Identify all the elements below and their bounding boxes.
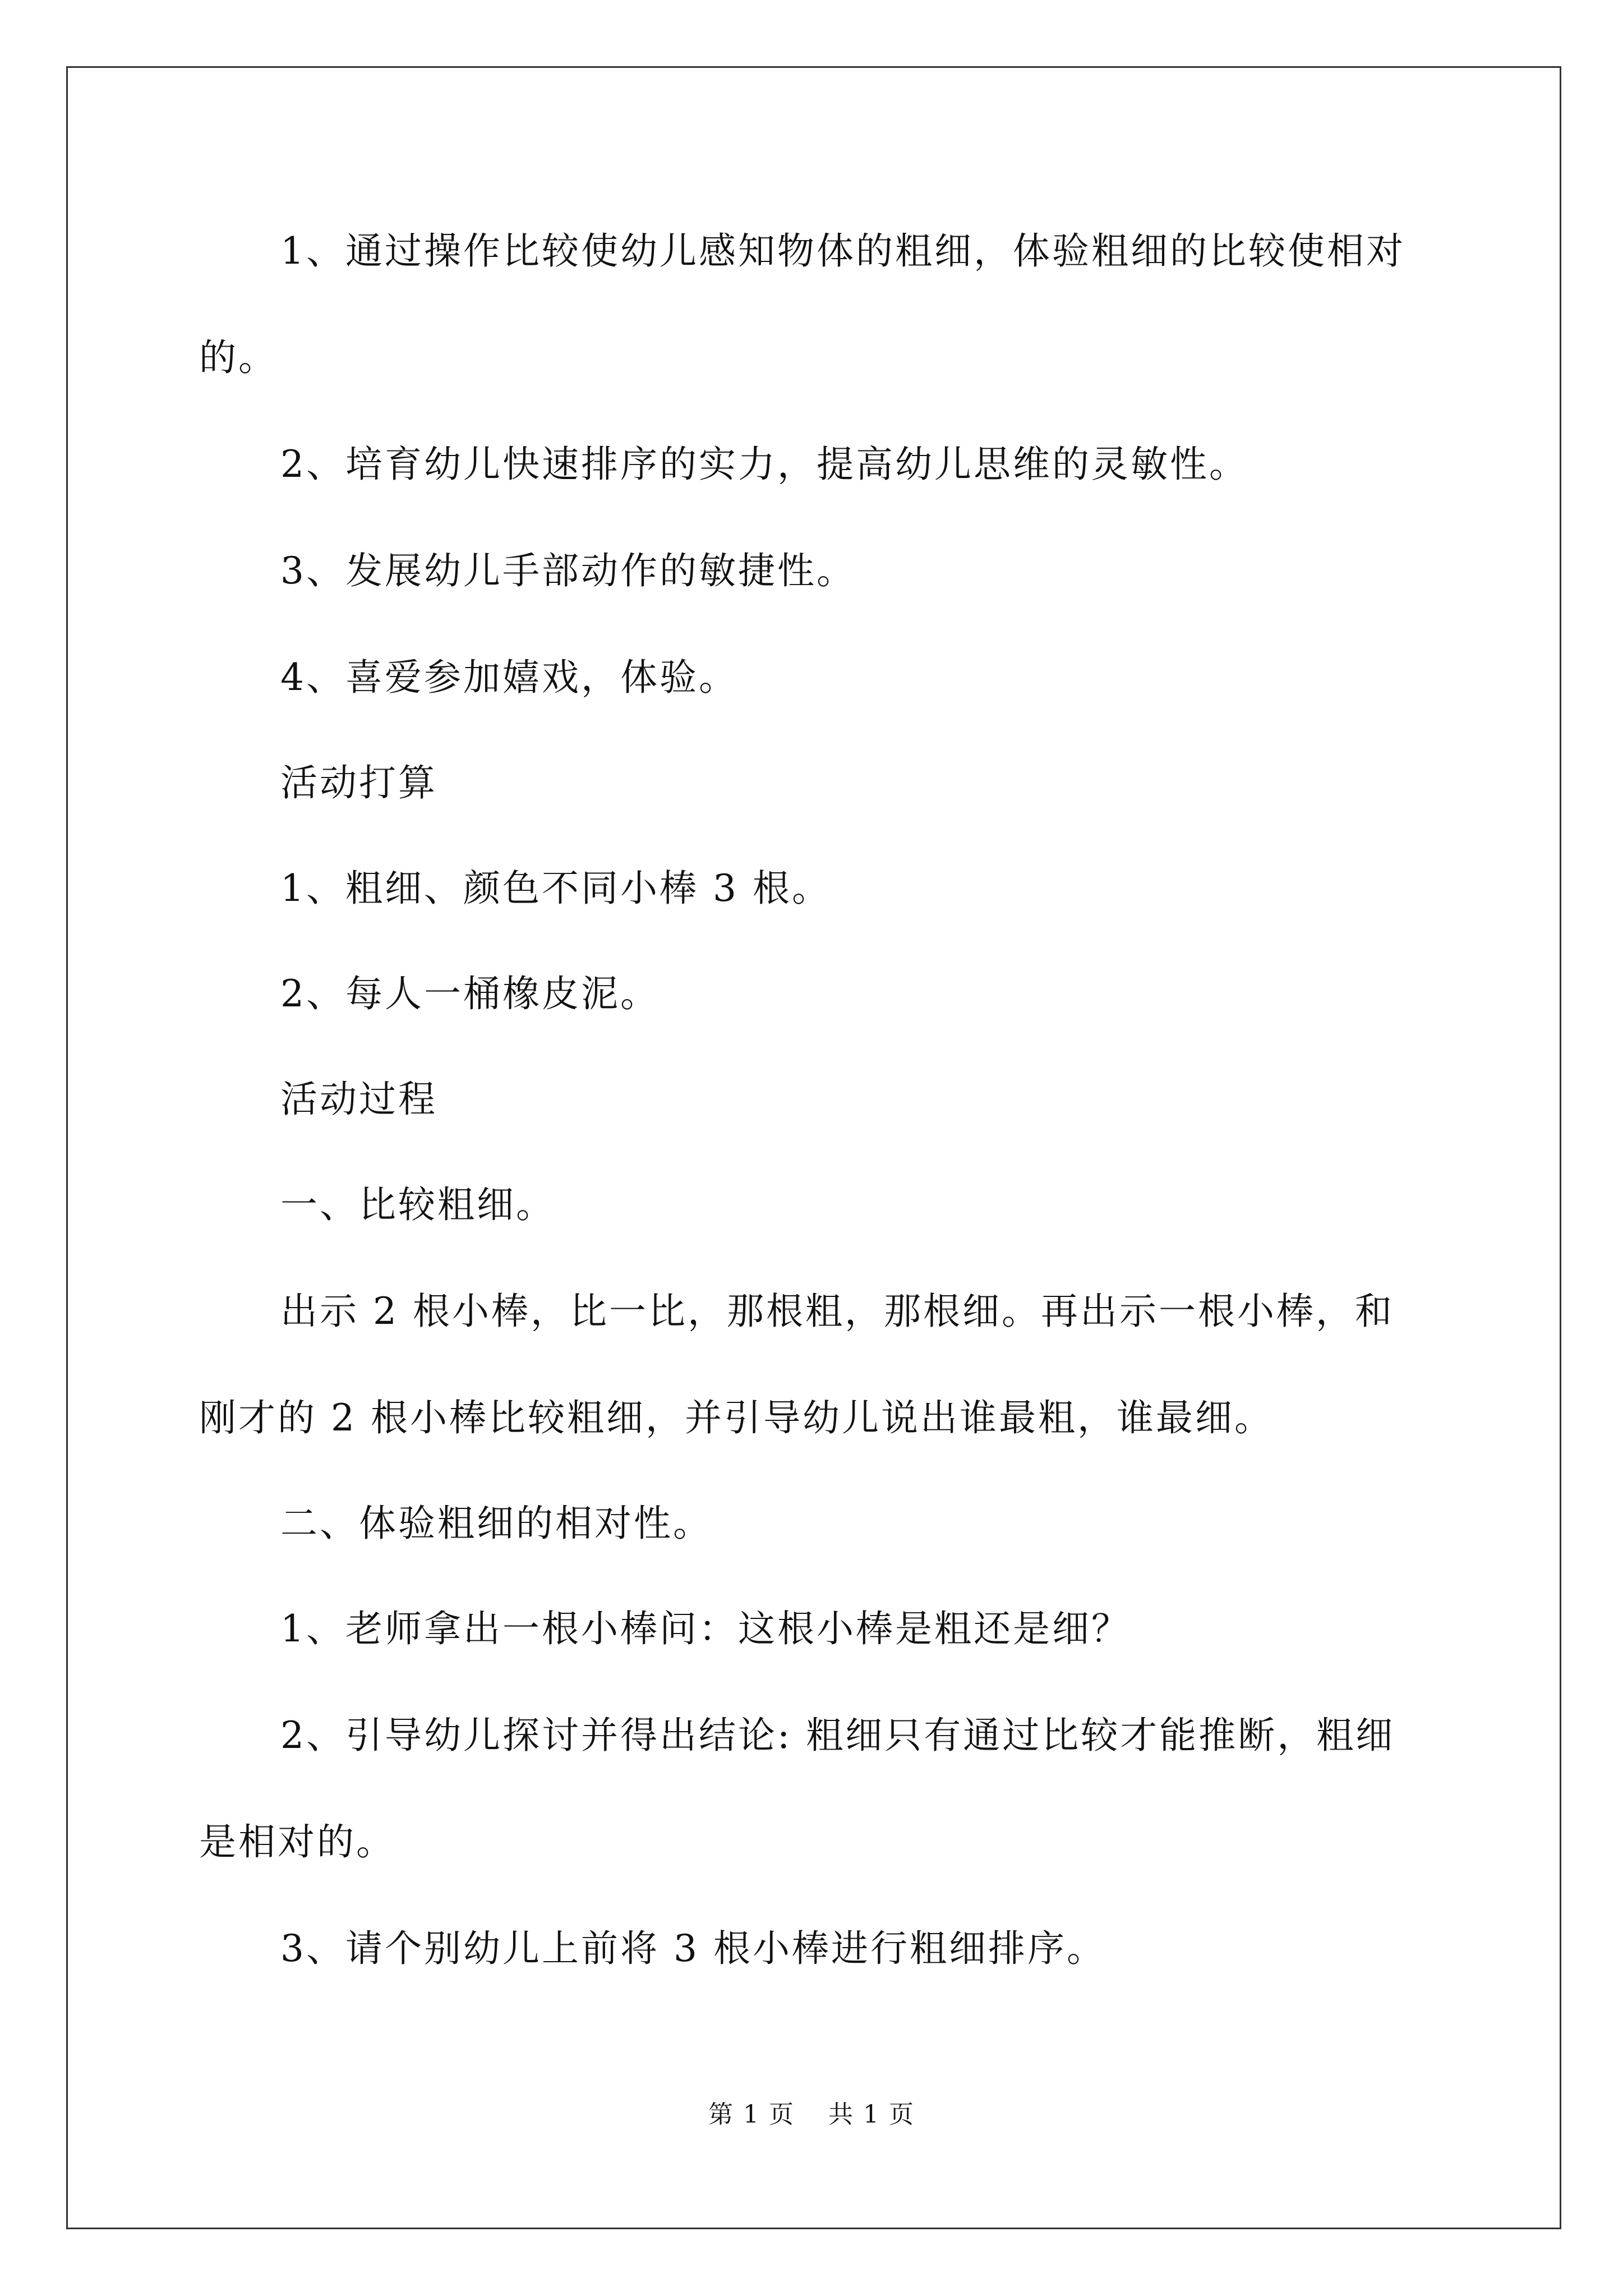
page-total: 共 1 页 (828, 2100, 915, 2129)
process-step-1-text-line-1: 出示 2 根小棒，比一比，那根粗，那根细。再出示一根小棒，和 (280, 1290, 1394, 1333)
goal-1-line-1: 1、通过操作比较使幼儿感知物体的粗细，体验粗细的比较使相对 (280, 229, 1405, 273)
goal-4: 4、喜爱参加嬉戏，体验。 (280, 656, 738, 699)
process-step-1-text-line-2: 刚才的 2 根小棒比较粗细，并引导幼儿说出谁最粗，谁最细。 (199, 1396, 1274, 1439)
preparation-1: 1、粗细、颜色不同小棒 3 根。 (280, 867, 831, 910)
process-step-2-item-3: 3、请个别幼儿上前将 3 根小棒进行粗细排序。 (280, 1927, 1106, 1970)
process-step-2-item-2-line-2: 是相对的。 (199, 1820, 395, 1864)
section-heading-preparation: 活动打算 (280, 761, 437, 804)
goal-2: 2、培育幼儿快速排序的实力，提高幼儿思维的灵敏性。 (280, 443, 1248, 486)
process-step-2-item-2-line-1: 2、引导幼儿探讨并得出结论: 粗细只有通过比较才能推断，粗细 (280, 1714, 1395, 1757)
section-heading-process: 活动过程 (280, 1078, 437, 1121)
process-step-1-title: 一、比较粗细。 (280, 1183, 555, 1226)
goal-1-line-2: 的。 (199, 336, 278, 379)
page-border (66, 66, 1561, 2229)
page-footer (0, 2098, 1623, 2132)
process-step-2-title: 二、体验粗细的相对性。 (280, 1502, 712, 1545)
preparation-2: 2、每人一桶橡皮泥。 (280, 972, 660, 1015)
goal-3: 3、发展幼儿手部动作的敏捷性。 (280, 549, 856, 592)
process-step-2-item-1: 1、老师拿出一根小棒问：这根小棒是粗还是细？ (280, 1607, 1131, 1650)
page-number: 第 1 页 (708, 2100, 795, 2129)
